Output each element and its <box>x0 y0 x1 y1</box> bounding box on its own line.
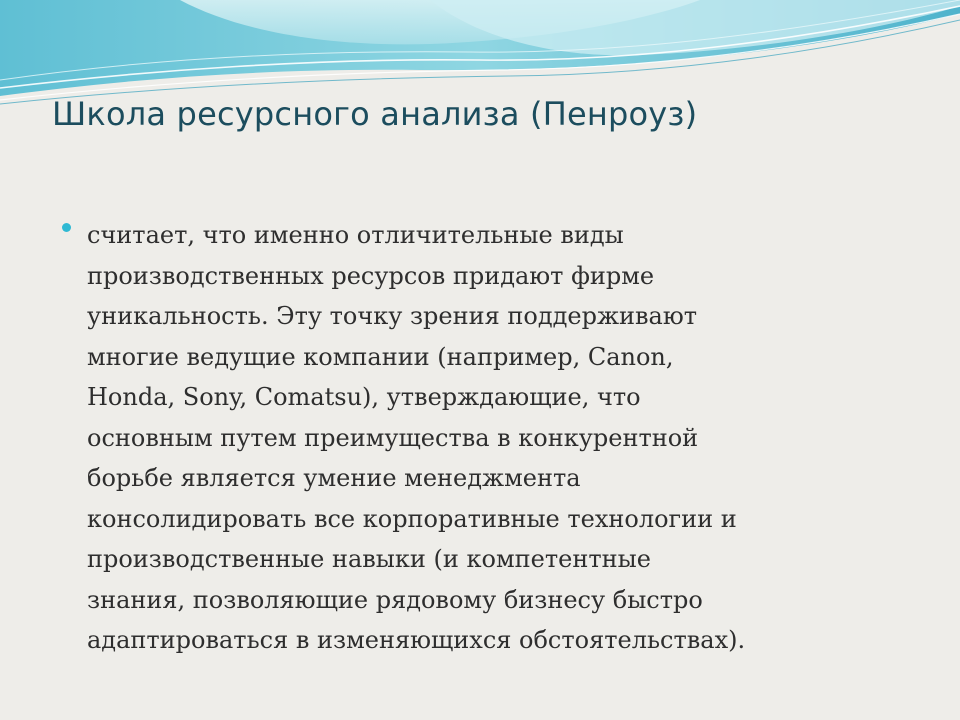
bullet-text: считает, что именно отличительные виды производственных ресурсов придают фирме уникальность. Эту точку зрения поддерживают многие ведущие компании (например, Canon, Honda, Sony, Comatsu), утверждающие, что основным путем преимущества в конкурентной борьбе является умение менеджмента консолидировать все корпоративные технологии и производственные навыки (и компетентные знания, позволяющие рядовому бизнесу быстро адаптироваться в изменяющихся обстоятельствах). <box>87 221 746 654</box>
slide-title: Школа ресурсного анализа (Пенроуз) <box>52 95 698 133</box>
bullet-dot-icon <box>62 223 71 232</box>
bullet-item <box>62 215 912 661</box>
bullet-list <box>62 215 912 661</box>
